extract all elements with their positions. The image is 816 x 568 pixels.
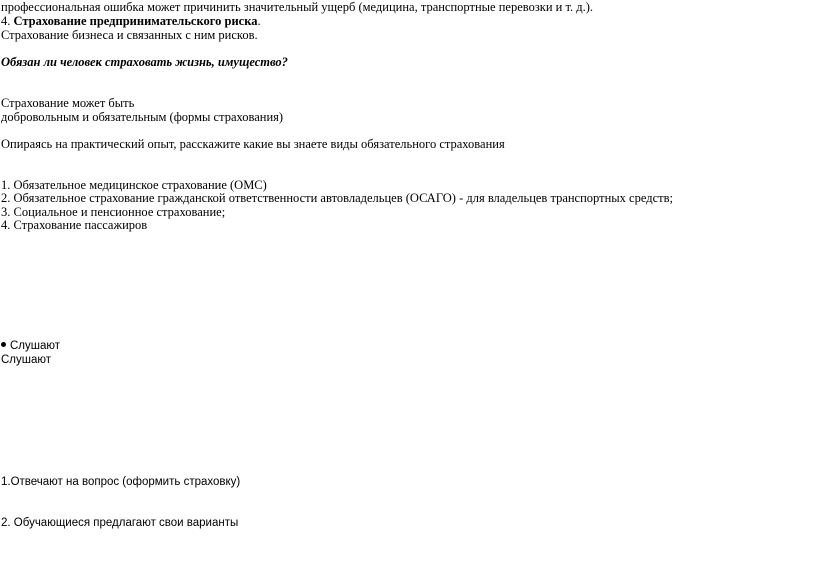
text-listen: Слушают	[1, 354, 52, 366]
answer-1: 1.Отвечают на вопрос (оформить страховку)	[1, 476, 241, 488]
question-heading: Обязан ли человек страховать жизнь, имущество?	[1, 55, 288, 69]
list-item-1: 1. Обязательное медицинское страхование (ОМС)	[1, 178, 267, 192]
answer-2: 2. Обучающиеся предлагают свои варианты	[1, 517, 239, 529]
item-4-number: 4.	[1, 14, 14, 28]
heading-item-4	[1, 14, 261, 28]
item-4-title: Страхование предпринимательского риска	[13, 14, 258, 28]
bullet-listen	[1, 339, 60, 353]
text-line-professional-error: профессиональная ошибка может причинить значительный ущерб (медицина, транспортные перевозки и т. д.).	[1, 0, 594, 14]
bullet-listen-text: Слушают	[10, 340, 61, 352]
item-4-period: .	[257, 14, 261, 28]
list-item-2: 2. Обязательное страхование гражданской ответственности автовладельцев (ОСАГО) - для владельцев транспортных средств;	[1, 191, 673, 205]
list-item-3: 3. Социальное и пенсионное страхование;	[1, 205, 226, 219]
list-item-4: 4. Страхование пассажиров	[1, 218, 148, 232]
text-may-be: Страхование может быть	[1, 96, 135, 110]
text-prompt: Опираясь на практический опыт, расскажите какие вы знаете виды обязательного страхования	[1, 137, 505, 151]
text-forms: добровольным и обязательным (формы страхования)	[1, 110, 284, 124]
item-4-description: Страхование бизнеса и связанных с ним рисков.	[1, 28, 258, 42]
bullet-icon	[1, 342, 6, 347]
